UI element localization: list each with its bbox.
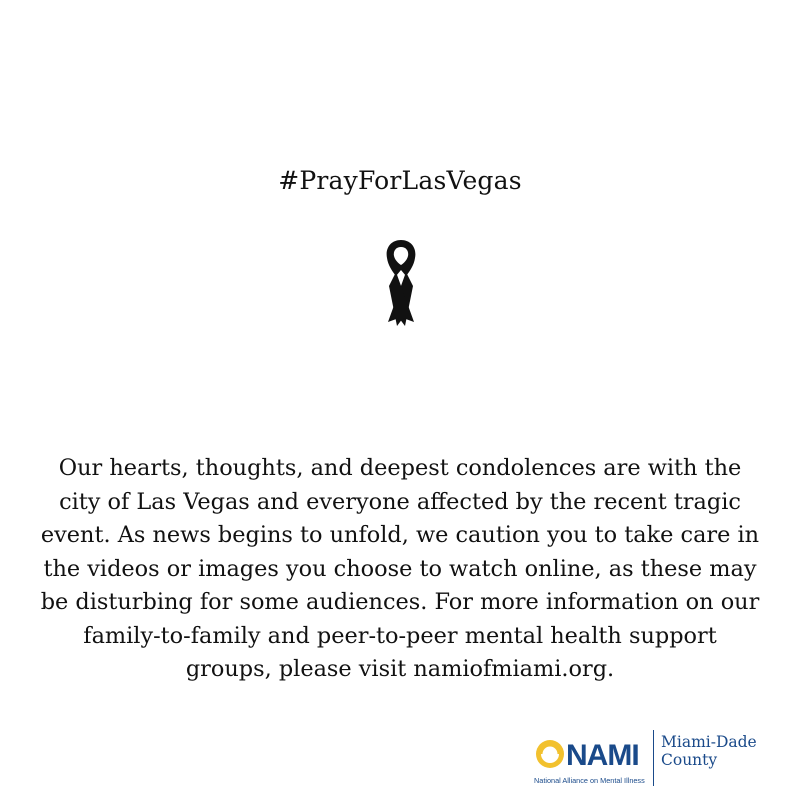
logo-county-name: Miami-Dade County	[661, 733, 757, 769]
hashtag-title: #PrayForLasVegas	[278, 166, 522, 195]
nami-miami-dade-logo	[533, 728, 773, 788]
nami-logo-mark	[533, 732, 651, 786]
logo-divider	[653, 730, 654, 786]
nami-tagline: National Alliance on Mental Illness	[534, 776, 645, 785]
condolence-message: Our hearts, thoughts, and deepest condolences are with the city of Las Vegas and everyone affected by the recent tragic event. As news begins to unfold, we caution you to take care in the videos or images you choose to watch online, as these may be disturbing for some audiences. For more information on our family-to-family and peer-to-peer mental health support groups, please visit namiofmiami.org.	[40, 455, 760, 682]
awareness-ribbon-icon	[379, 238, 423, 328]
nami-wordmark: NAMI	[566, 739, 639, 772]
